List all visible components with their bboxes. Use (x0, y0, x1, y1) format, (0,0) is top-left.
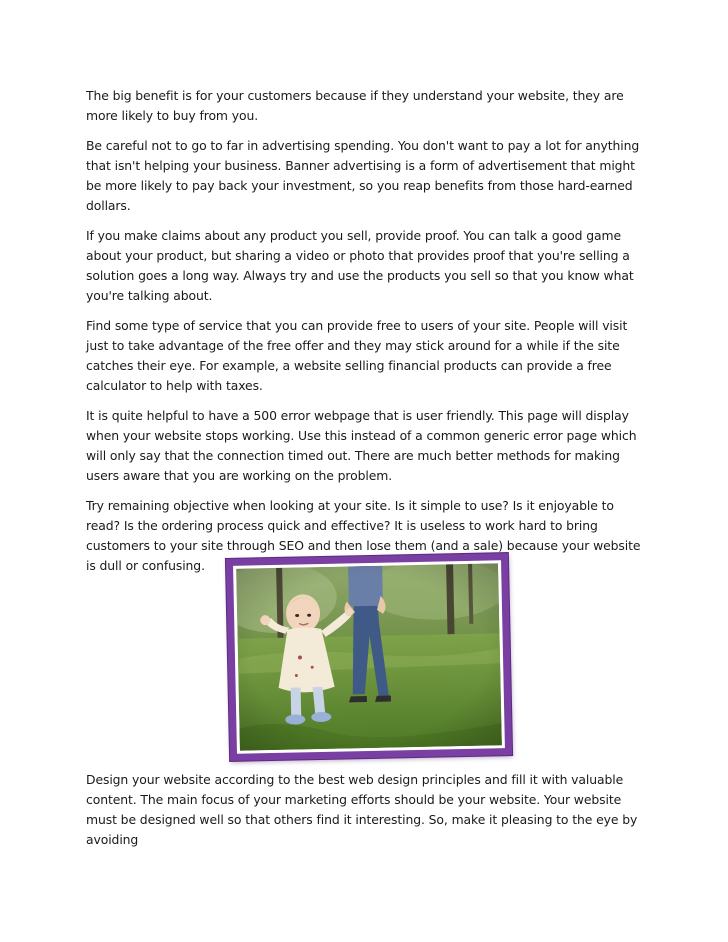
paragraph-7: Design your website according to the best web design principles and fill it with valuable content. The main focus of your marketing efforts should be your website. Your website must be designed well so that others find it interesting. So, make it pleasing to the eye by avoiding (86, 772, 638, 847)
paragraph-2: Be careful not to go to far in advertising spending. You don't want to pay a lot for anything that isn't helping your business. Banner advertising is a form of advertisement that might be more likely to pay back your investment, so you reap benefits from those hard-earned dollars. (86, 138, 640, 213)
paragraph-3: If you make claims about any product you sell, provide proof. You can talk a good game about your product, but sharing a video or photo that provides proof that you're selling a solution goes a long way. Always try and use the products you sell so that you know what you're talking about. (86, 228, 634, 303)
body-text-top (86, 86, 648, 586)
paragraph-6: Try remaining objective when looking at your site. Is it simple to use? Is it enjoyable to read? Is the ordering process quick and effective? It is useless to work hard to bring customers to your site through SEO and then lose them (and a sale) because your website is dull or confusing. (86, 498, 641, 573)
toddler-photo-image (236, 563, 502, 750)
photo-mat (233, 560, 505, 754)
body-text-bottom (86, 770, 648, 860)
framed-photo (226, 553, 512, 761)
paragraph-1: The big benefit is for your customers because if they understand your website, they are more likely to buy from you. (86, 88, 624, 123)
paragraph-5: It is quite helpful to have a 500 error webpage that is user friendly. This page will display when your website stops working. Use this instead of a common generic error page which will only say that the connection timed out. There are much better methods for making users aware that you are working on the problem. (86, 408, 637, 483)
paragraph-4: Find some type of service that you can provide free to users of your site. People will visit just to take advantage of the free offer and they may stick around for a while if the site catches their eye. For example, a website selling financial products can provide a free calculator to help with taxes. (86, 318, 628, 393)
